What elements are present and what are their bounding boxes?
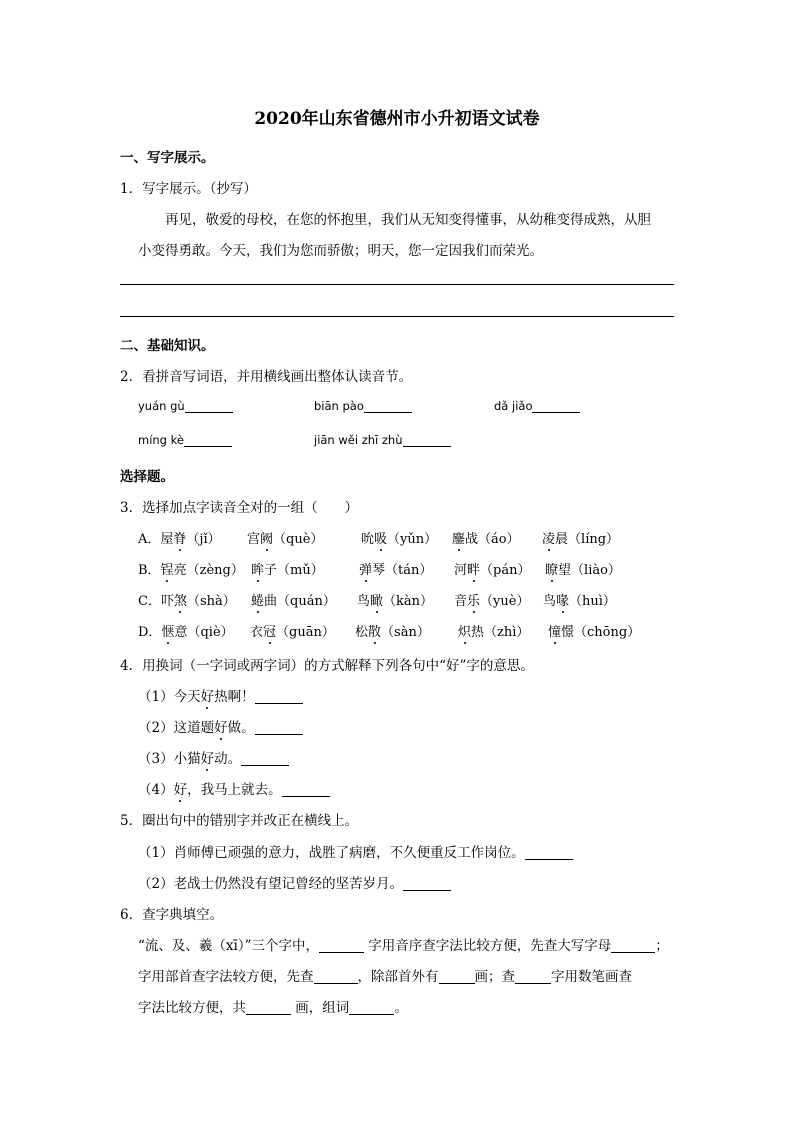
answer-blank[interactable] <box>403 433 451 448</box>
pinyin-text: biān pào <box>314 399 364 413</box>
option-label: D． <box>138 625 162 640</box>
dotted-char: 鏖 <box>452 532 466 547</box>
q4-item-2: （2）这道题好做。 <box>138 716 303 736</box>
option-label: B． <box>138 563 161 578</box>
answer-blank[interactable] <box>532 399 580 414</box>
q6-line-3: 字法比较方便，共 画，组词 。 <box>138 1000 408 1016</box>
answer-blank[interactable] <box>364 399 412 414</box>
answer-blank[interactable] <box>439 970 475 985</box>
writing-line-1[interactable] <box>120 284 674 285</box>
pinyin-text: jiān wěi zhī zhù <box>314 433 403 447</box>
dotted-char: 吸 <box>374 532 388 547</box>
answer-blank[interactable] <box>255 721 303 736</box>
pinyin-item-1 <box>138 398 233 414</box>
dotted-char: 畔 <box>467 563 481 578</box>
dotted-char: 散 <box>368 625 382 640</box>
option-label: C． <box>138 594 161 609</box>
pinyin-text: yuán gù <box>138 399 185 413</box>
dotted-char: 蜷 <box>251 594 265 609</box>
pinyin-item-2 <box>314 398 412 414</box>
answer-blank[interactable] <box>319 939 364 954</box>
dotted-char: 好 <box>200 751 215 767</box>
dotted-char: 好 <box>200 689 215 705</box>
dotted-char: 瞭 <box>545 563 559 578</box>
answer-blank[interactable] <box>246 1001 291 1016</box>
answer-blank[interactable] <box>349 1001 394 1016</box>
answer-blank[interactable] <box>255 690 303 705</box>
pinyin-item-3 <box>494 398 580 414</box>
dotted-char: 冠 <box>263 625 277 640</box>
q4-item-3: （3）小猫好动。 <box>138 747 289 767</box>
section-2-heading: 二、基础知识。 <box>120 338 215 354</box>
dotted-char: 憧 <box>548 625 562 640</box>
answer-blank[interactable] <box>241 752 289 767</box>
dotted-char: 惬 <box>161 625 175 640</box>
choice-heading: 选择题。 <box>120 469 174 485</box>
page-title: 2020年山东省德州市小升初语文试卷 <box>254 109 540 129</box>
dotted-char: 阙 <box>260 532 274 547</box>
dotted-char: 瞰 <box>370 594 384 609</box>
q2-stem: 2．看拼音写词语，并用横线画出整体认读音节。 <box>120 369 413 385</box>
q3-option-d[interactable]: D．惬意（qiè） 衣冠（guān） 松散（sàn） 炽热（zhì） 憧憬（chōng） <box>138 625 641 640</box>
q3-option-c[interactable]: C．吓煞（shà） 蜷曲（quán） 鸟瞰（kàn） 音乐（yuè） 鸟喙（huì） <box>138 594 616 609</box>
q5-item-1: （1）肖师傅已顽强的意力，战胜了病磨，不久便重反工作岗位。 <box>138 841 573 861</box>
dotted-char: 喙 <box>556 594 570 609</box>
dotted-char: 炽 <box>458 625 472 640</box>
answer-blank[interactable] <box>611 939 655 954</box>
option-label: A． <box>138 532 161 547</box>
section-1-heading: 一、写字展示。 <box>120 150 215 166</box>
dotted-char: 锃 <box>160 563 174 578</box>
dotted-char: 弹 <box>359 563 373 578</box>
q4-stem: 4．用换词（一字词或两字词）的方式解释下列各句中“好”字的意思。 <box>120 658 534 674</box>
pinyin-item-5 <box>314 432 451 448</box>
pinyin-item-4 <box>138 432 232 448</box>
q1-passage-line1: 再见，敬爱的母校，在您的怀抱里，我们从无知变得懂事，从幼稚变得成熟，从胆 <box>165 212 651 228</box>
dotted-char: 好 <box>214 720 228 736</box>
q4-item-4: （4）好，我马上就去。 <box>138 778 330 798</box>
q5-item-2: （2）老战士仍然没有望记曾经的坚苦岁月。 <box>138 872 451 892</box>
answer-blank[interactable] <box>525 846 573 861</box>
answer-blank[interactable] <box>184 433 232 448</box>
q1-stem: 1．写字展示。（抄写） <box>120 181 257 197</box>
q3-stem: 3．选择加点字读音全对的一组（ ） <box>120 500 359 516</box>
q3-option-b[interactable]: B．锃亮（zèng） 眸子（mǔ） 弹琴（tán） 河畔（pán） 瞭望（liào） <box>138 563 621 578</box>
answer-blank[interactable] <box>282 783 330 798</box>
pinyin-text: dǎ jiǎo <box>494 399 533 413</box>
answer-blank[interactable] <box>185 399 233 414</box>
q1-passage-line2: 小变得勇敢。今天，我们为您而骄傲；明天，您一定因我们而荣光。 <box>138 243 543 259</box>
q6-stem: 6．查字典填空。 <box>120 907 224 923</box>
dotted-char: 凌 <box>542 532 556 547</box>
answer-blank[interactable] <box>515 970 551 985</box>
writing-line-2[interactable] <box>120 316 674 317</box>
q6-line-2: 字用部首查字法较方便，先查 ，除部首外有 画；查 字用数笔画查 <box>138 969 632 985</box>
dotted-char: 乐 <box>467 594 481 609</box>
answer-blank[interactable] <box>403 877 451 892</box>
q6-line-1: “流、及、羲（xī）”三个字中， 字用音序查字法比较方便，先查大写字母 ； <box>138 938 669 954</box>
q5-stem: 5．圈出句中的错别字并改正在横线上。 <box>120 813 359 829</box>
pinyin-text: míng kè <box>138 433 184 447</box>
dotted-char: 眸 <box>251 563 265 578</box>
q4-item-1: （1）今天好热啊！ <box>138 685 303 705</box>
q3-option-a[interactable]: A．屋脊（jǐ） 宫阙（què） 吮吸（yǔn） 鏖战（áo） 凌晨（líng） <box>138 532 620 547</box>
answer-blank[interactable] <box>314 970 358 985</box>
dotted-char: 脊 <box>173 532 187 547</box>
dotted-char: 好 <box>173 782 188 798</box>
dotted-char: 煞 <box>173 594 187 609</box>
